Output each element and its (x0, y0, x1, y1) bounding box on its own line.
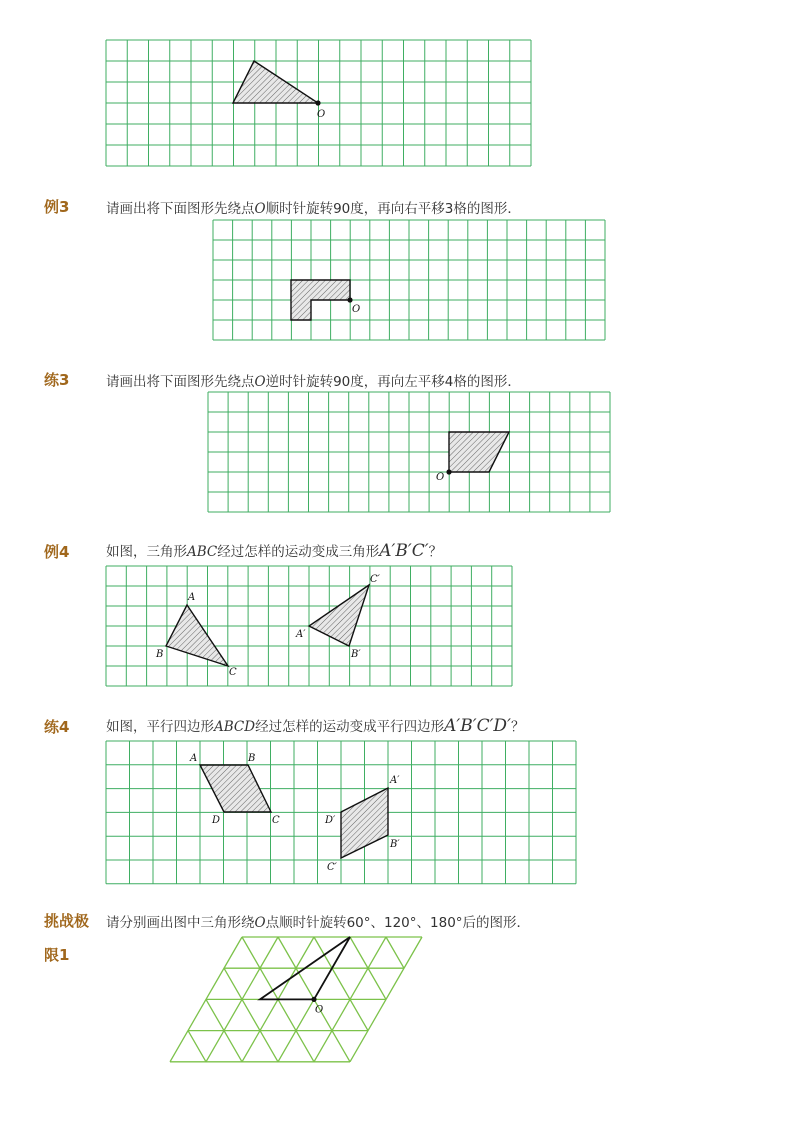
point-name: O (254, 915, 266, 931)
problem-text (106, 911, 530, 931)
l-shape (291, 280, 350, 320)
problem-text (106, 370, 521, 390)
vertex-label: D′ (325, 815, 336, 826)
vertex-label: A′ (296, 629, 306, 640)
problem-label: 例4 (44, 543, 70, 561)
problem-text-part: 请画出将下面图形先绕点 (106, 201, 255, 217)
problem-text-part: 点顺时针旋转60°、120°、180°后的图形． (265, 915, 531, 931)
vertex-label: A (190, 753, 198, 764)
problem-label: 挑战极 (44, 912, 90, 930)
problem-label: 例3 (44, 198, 70, 216)
problem-text-part: 如图，三角形 (106, 544, 187, 560)
lattice-line (188, 1031, 206, 1062)
lattice-line (386, 937, 404, 968)
problem-text-part: 如图，平行四边形 (106, 719, 214, 735)
triangle-abc (166, 605, 228, 666)
vertex-label: C (229, 667, 237, 678)
problem-text-part: 经过怎样的运动变成平行四边形 (255, 719, 445, 735)
problem-text (106, 540, 442, 561)
problem-text-part: 请分别画出图中三角形绕 (106, 915, 255, 931)
point-o-label: O (317, 109, 326, 120)
vertex-label: D (212, 815, 221, 826)
problem-text (106, 197, 521, 217)
vertex-label: C′ (327, 862, 337, 873)
vertex-label: A (188, 592, 196, 603)
point-name: O (254, 374, 266, 390)
problem-text-part: ？ (428, 544, 443, 560)
grid-pr3 (208, 392, 610, 512)
grid-ex3 (213, 220, 605, 340)
shape-name: ABC (187, 544, 218, 560)
vertex-label: B′ (351, 649, 361, 660)
vertex-label: C′ (370, 574, 380, 585)
problem-text-part: 经过怎样的运动变成三角形 (217, 544, 380, 560)
vertex-label: C (272, 815, 280, 826)
triangle-a1b1c1 (309, 585, 369, 646)
point-o-dot (347, 297, 352, 302)
point-name: O (254, 201, 266, 217)
problem-label: 限1 (44, 946, 70, 964)
problem-text (106, 715, 524, 736)
point-o-dot (315, 100, 320, 105)
point-o-label: O (352, 304, 361, 315)
vertex-label: B (156, 649, 164, 660)
problem-label: 练4 (44, 718, 70, 736)
shape-name: A′B′C′ (379, 541, 429, 561)
problem-text-part: ？ (510, 719, 525, 735)
point-o-label: O (436, 472, 445, 483)
point-o-dot (446, 469, 451, 474)
shape-name: A′B′C′D′ (444, 716, 511, 736)
problem-text-part: 请画出将下面图形先绕点 (106, 374, 255, 390)
point-o-label: O (315, 1004, 324, 1016)
problem-text-part: 逆时针旋转90度，再向左平移4格的图形． (265, 374, 521, 390)
vertex-label: B′ (390, 839, 400, 850)
vertex-label: A′ (390, 775, 400, 786)
vertex-label: B (248, 753, 256, 764)
point-o-dot (311, 997, 316, 1002)
problem-text-part: 顺时针旋转90度，再向右平移3格的图形． (265, 201, 521, 217)
problem-label: 练3 (44, 371, 70, 389)
lattice-line (224, 968, 278, 1062)
shape-name: ABCD (214, 719, 256, 735)
